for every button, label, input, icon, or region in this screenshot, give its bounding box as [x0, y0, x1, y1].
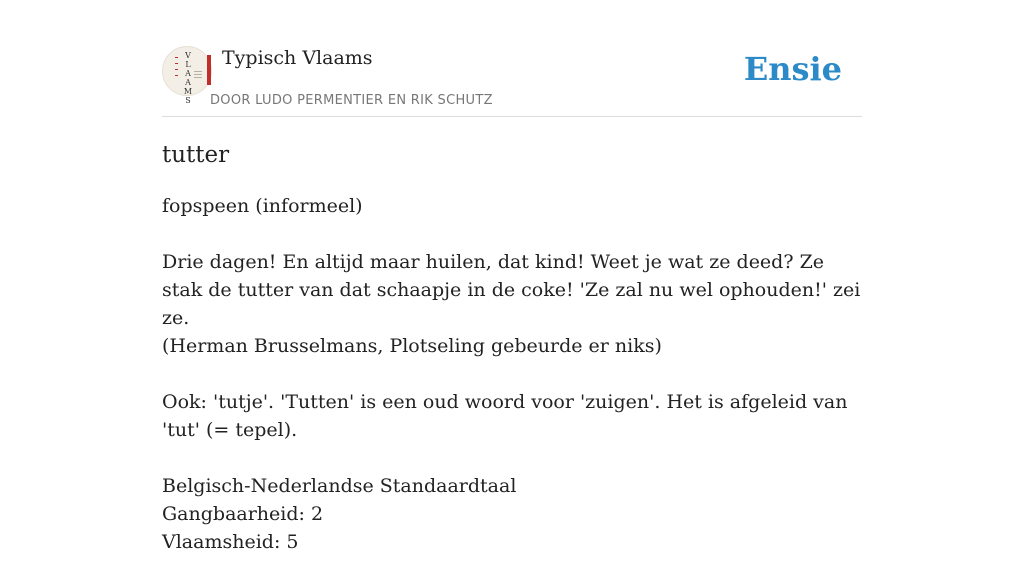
entry-content: [162, 192, 862, 584]
header: [162, 46, 862, 117]
logo-letter: V: [185, 51, 191, 60]
book-spine-accent: [207, 55, 211, 85]
site-title[interactable]: Typisch Vlaams: [222, 47, 373, 69]
entry-vlaamsheid: Vlaamsheid: 5: [162, 531, 299, 553]
ensie-logo[interactable]: Ensie: [743, 50, 842, 88]
entry-note: Ook: 'tutje'. 'Tutten' is een oud woord voor 'zuigen'. Het is afgeleid van 'tut' (= tepel).: [162, 391, 848, 441]
logo-decoration: [175, 69, 178, 70]
logo-letter: L: [185, 60, 191, 69]
logo-decoration: [194, 74, 202, 75]
logo-decoration: [194, 71, 202, 72]
book-cover-avatar[interactable]: [162, 46, 212, 105]
entry-language: Belgisch-Nederlandse Standaardtaal: [162, 475, 517, 497]
entry-quote-block: [162, 248, 862, 360]
logo-letter: S: [185, 96, 191, 105]
entry-quote: Drie dagen! En altijd maar huilen, dat kind! Weet je wat ze deed? Ze stak de tutter van dat schaapje in de coke! 'Ze zal nu wel ophouden!' zei ze.: [162, 251, 861, 329]
entry-meta: [162, 472, 862, 556]
logo-letter: A: [185, 78, 191, 87]
logo-decoration: [175, 57, 178, 58]
entry-term: tutter: [162, 142, 230, 168]
entry-quote-source: (Herman Brusselmans, Plotseling gebeurde er niks): [162, 335, 662, 357]
logo-letter: A: [185, 69, 191, 78]
logo-decoration: [194, 77, 202, 78]
logo-decoration: [175, 63, 178, 64]
logo-letters: [183, 51, 193, 105]
page: [162, 0, 862, 553]
entry-definition: fopspeen (informeel): [162, 195, 363, 217]
logo-letter: M: [183, 87, 193, 96]
byline: DOOR LUDO PERMENTIER EN RIK SCHUTZ: [210, 93, 493, 108]
entry-gangbaarheid: Gangbaarheid: 2: [162, 503, 324, 525]
logo-decoration: [175, 75, 178, 76]
